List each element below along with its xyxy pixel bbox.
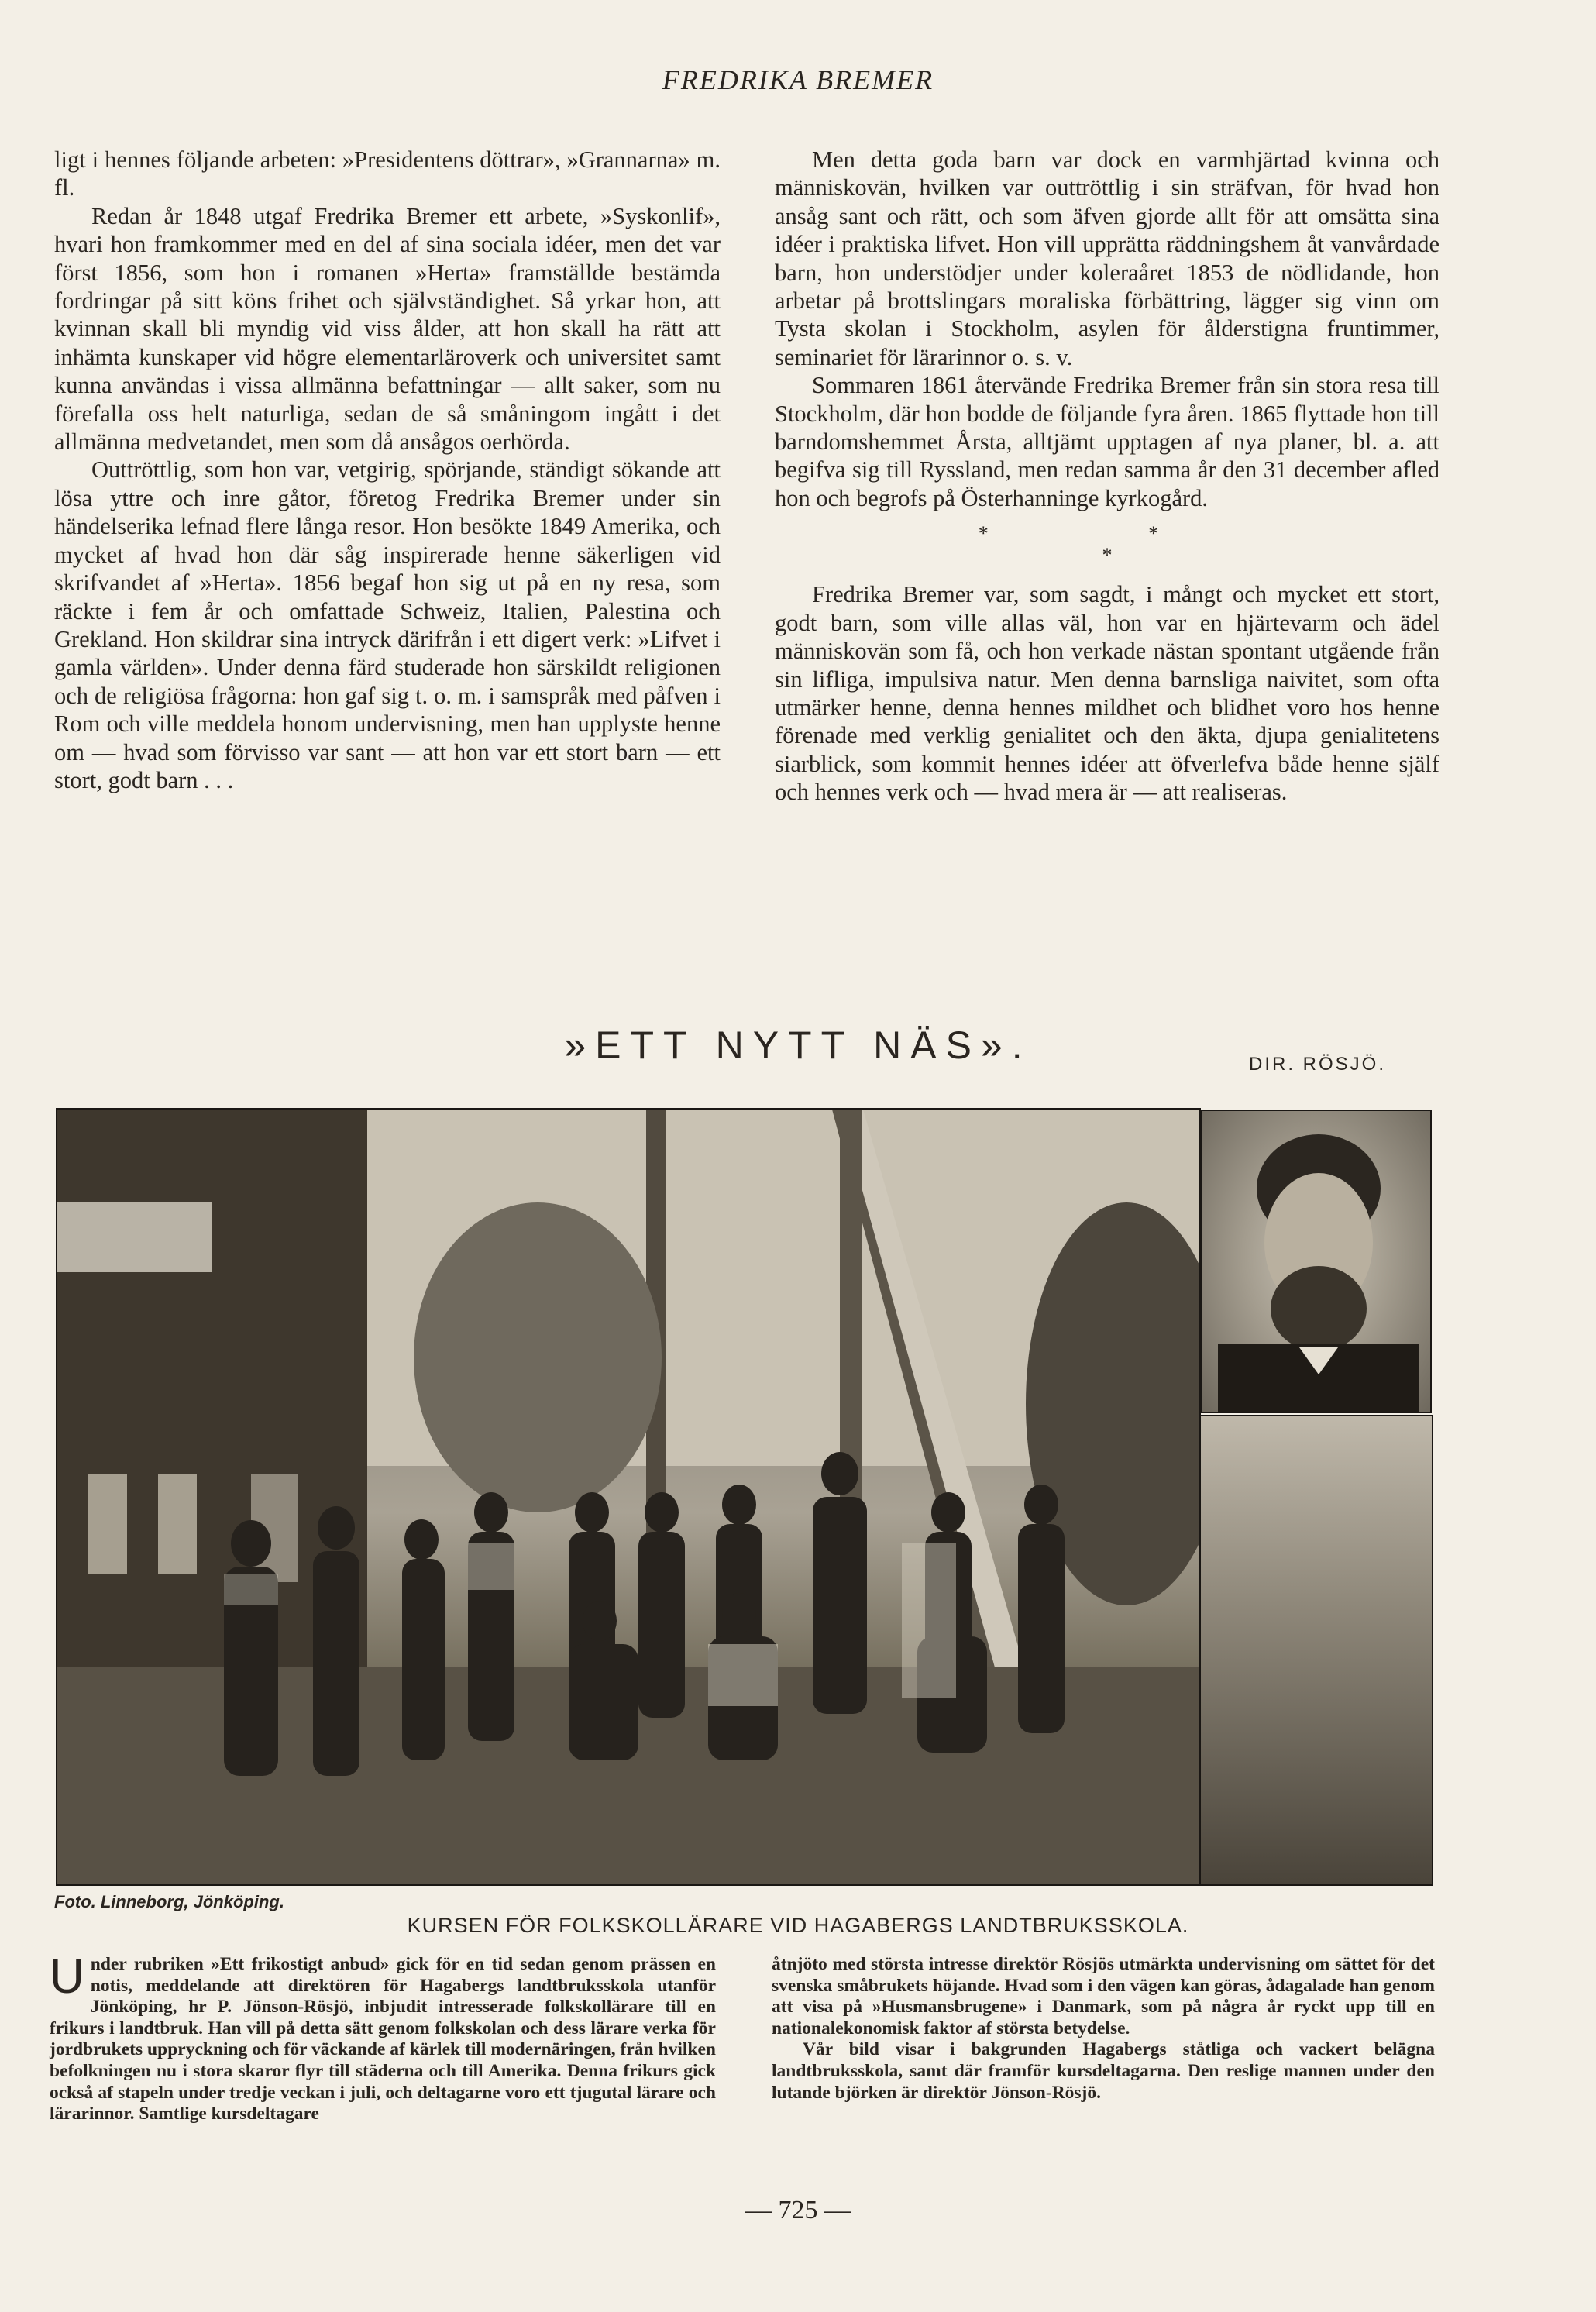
paragraph: Sommaren 1861 återvände Fredrika Bremer från sin stora resa till Stockholm, där hon bodde de följande fyra åren. 1865 flyttade hon till barndomshemmet Årsta, alltjämt upptagen af nya planer, bl. a. att begifva sig till Ryssland, men redan samma år den 31 december afled hon och begrofs på Österhanninge kyrkogård. bbox=[775, 372, 1439, 511]
group-photo-illustration bbox=[57, 1110, 1199, 1884]
asterism-top: * * bbox=[978, 522, 1237, 545]
section-break bbox=[775, 523, 1439, 566]
portrait-illustration bbox=[1202, 1111, 1430, 1412]
photo-background-right bbox=[1199, 1415, 1433, 1886]
running-title: FREDRIKA BREMER bbox=[662, 64, 934, 95]
paragraph: Vår bild visar i bakgrunden Hagabergs ståtliga och vackert belägna landtbruksskola, samt där framför kursdeltagarna. Den reslige mannen under den lutande björken är direktör Jönson-Rösjö. bbox=[772, 2039, 1435, 2103]
right-column bbox=[775, 146, 1439, 807]
paragraph: åtnjöto med största intresse direktör Rösjös utmärkta undervisning om sättet för det svenska småbrukets höjande. Hvad som i den vägen kan göras, ådagalade han genom att visa på »Husmansbrugene» i Danmark, som på några år ryckt upp till en nationalekonomisk faktor af största betydelse. bbox=[772, 1954, 1435, 2038]
left-column bbox=[54, 146, 721, 794]
group-photo bbox=[56, 1108, 1201, 1886]
article-title: »ETT NYTT NÄS». bbox=[564, 1024, 1032, 1067]
paragraph: nder rubriken »Ett frikostigt anbud» gick för en tid sedan genom prässen en notis, meddelande att direktören för Hagabergs landtbruksskola utanför Jönköping, hr P. Jönson-Rösjö, inbjudit intresserade folkskollärare till en frikurs i landtbruk. Han vill på detta sätt genom folkskolan och dess lärare verka för jordbrukets uppryckning och för väckande af kärlek till modernäringen, från hvilken befolkningen nu i stora skaror flyr till städerna och till Amerika. Denna frikurs gick också af stapeln under tredje veckan i juli, och deltagarne voro ett tjugutal lärare och lärarinnor. Samtlige kursdeltagare bbox=[50, 1954, 716, 2124]
paragraph: Men detta goda barn var dock en varmhjärtad kvinna och människovän, hvilken var outtröttlig i sin sträfvan, för hvad hon ansåg sant och rätt, och som äfven gjorde allt för att omsätta sina idéer i praktiska lifvet. Hon vill upprätta räddningshem åt vanvårdade barn, hon understödjer under koleraåret 1853 de nödlidande, hon arbetar på brottslingars moraliska förbättring, lägger sig vinn om Tysta skolan i Stockholm, asylen för ålderstigna fruntimmer, seminariet för lärarinnor o. s. v. bbox=[775, 146, 1439, 370]
photo-caption: KURSEN FÖR FOLKSKOLLÄRARE VID HAGABERGS LANDTBRUKSSKOLA. bbox=[407, 1914, 1189, 1937]
small-article-right bbox=[772, 1954, 1435, 2104]
paragraph: Outtröttlig, som hon var, vetgirig, spörjande, ständigt sökande att lösa yttre och inre gåtor, företog Fredrika Bremer under sin händelserika lefnad flere långa resor. Hon besökte 1849 Amerika, och mycket af hvad hon där såg inspirerade henne säkerligen vid skrifvandet af »Herta». 1856 begaf hon sig ut på en ny resa, som räckte i fem år och omfattade Schweiz, Italien, Palestina och Grekland. Hon skildrar sina intryck därifrån i ett digert verk: »Lifvet i gamla världen». Under denna färd studerade hon särskildt religionen och de religiösa frågorna: hon gaf sig t. o. m. i samspråk med påfven i Rom och ville meddela honom undervisning, men han upplyste henne om — hvad som förvisso var sant — att hon var ett stort barn — ett stort, godt barn . . . bbox=[54, 456, 721, 793]
portrait-photo bbox=[1201, 1110, 1432, 1413]
page-number: — 725 — bbox=[745, 2196, 851, 2224]
paragraph: Fredrika Bremer var, som sagdt, i mångt och mycket ett stort, godt barn, som ville allas väl, hon var en hjärtevarm och ädel människovän som få, och hon verkade nästan spontant utgående från sin lifliga, impulsiva natur. Men denna barnsliga naivitet, som ofta utmärker henne, denna hennes mildhet och blidhet voro hos henne förenade med verklig genialitet och den äkta, djupa genialitetens siarblick, som kommit hennes idéer att öfverlefva både henne själf och hennes verk och — hvad mera är — att realiseras. bbox=[775, 581, 1439, 806]
asterism-bottom: * bbox=[1102, 544, 1113, 567]
paragraph: Redan år 1848 utgaf Fredrika Bremer ett arbete, »Syskonlif», hvari hon framkommer med en del af sina sociala idéer, men det var först 1856, som hon i romanen »Herta» framställde bestämda fordringar på sitt köns frihet och självständighet. Så yrkar hon, att kvinnan skall bli myndig vid viss ålder, att hon skall ha rätt att inhämta kunskaper vid högre elementarläroverk och universitet samt kunna användas i vissa allmänna befattningar — allt saker, som nu förefalla oss helt naturliga, sedan de så småningom ingått i det allmänna medvetandet, men som då ansågos oerhörda. bbox=[54, 202, 721, 456]
photo-credit: Foto. Linneborg, Jönköping. bbox=[54, 1892, 284, 1911]
drop-cap: U bbox=[50, 1950, 84, 2004]
article-byline: DIR. RÖSJÖ. bbox=[1249, 1054, 1387, 1075]
paragraph: ligt i hennes följande arbeten: »Presidentens döttrar», »Grannarna» m. fl. bbox=[54, 146, 721, 201]
small-article-left bbox=[50, 1950, 716, 2125]
